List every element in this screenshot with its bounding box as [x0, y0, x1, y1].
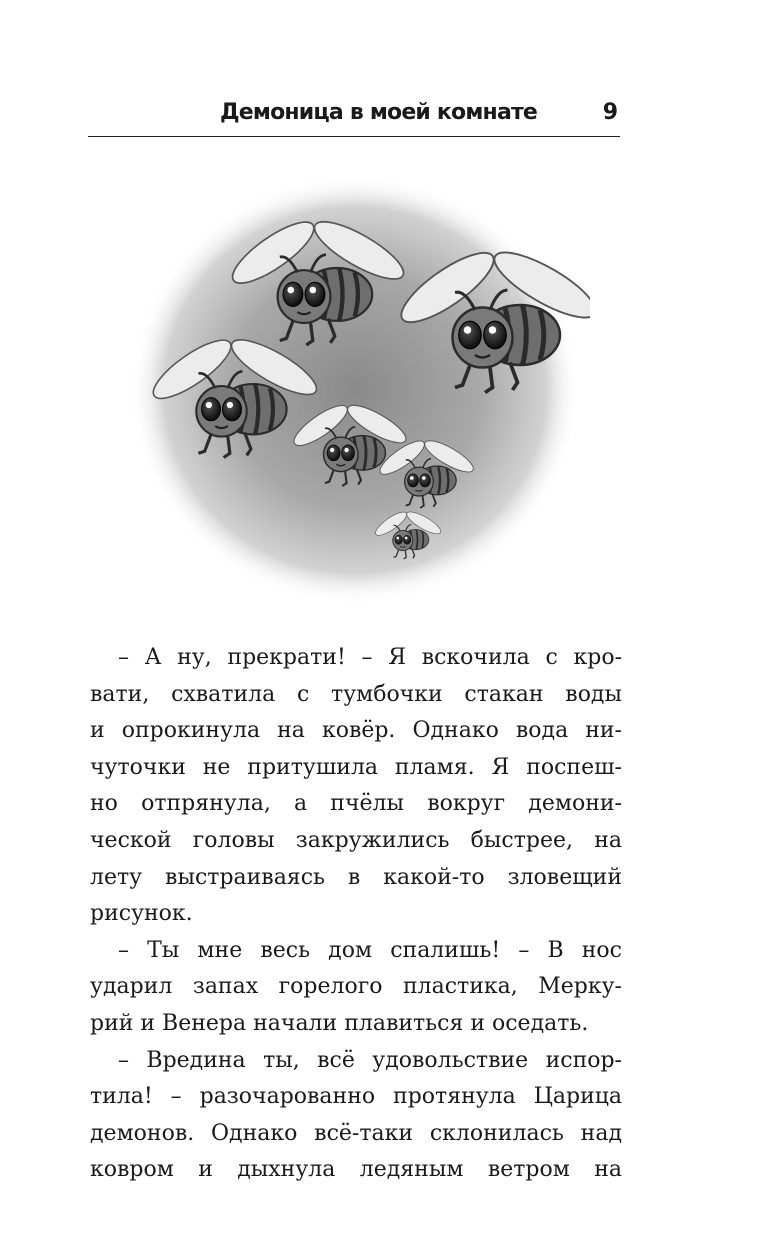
text-line: – Ты мне весь дом спалишь! – В нос	[118, 937, 622, 963]
page-number: 9	[602, 100, 618, 125]
text-line: лету выстраиваясь в какой-то зловещий	[90, 864, 622, 890]
running-header	[88, 98, 620, 134]
text-line: рий и Венера начали плавиться и оседать.	[90, 1010, 589, 1036]
text-line: демонов. Однако всё-таки склонилась над	[90, 1120, 622, 1146]
text-line: рисунок.	[90, 901, 193, 927]
text-line: ковром и дыхнула ледяным ветром на	[90, 1157, 622, 1183]
text-line: и опрокинула на ковёр. Однако вода ни-	[90, 718, 622, 744]
body-text	[90, 640, 622, 1189]
text-line: вати, схватила с тумбочки стакан воды	[90, 681, 622, 707]
text-line: но отпрянула, а пчёлы вокруг демони-	[90, 791, 622, 817]
text-line: – А ну, прекрати! – Я вскочила с кро-	[118, 645, 622, 670]
header-rule	[88, 136, 620, 137]
bee-swarm-illustration	[120, 160, 590, 610]
running-header-title: Демоница в моей комнате	[220, 100, 538, 125]
text-line: тила! – разочарованно протянула Царица	[90, 1084, 622, 1110]
text-line: ударил запах горелого пластика, Мерку-	[90, 974, 622, 1000]
text-line: ческой головы закружились быстрее, на	[90, 827, 622, 853]
text-line: чуточки не притушила пламя. Я поспеш-	[90, 754, 622, 780]
text-line: – Вредина ты, всё удовольствие испор-	[118, 1047, 622, 1073]
bee-swarm-svg	[120, 160, 590, 610]
